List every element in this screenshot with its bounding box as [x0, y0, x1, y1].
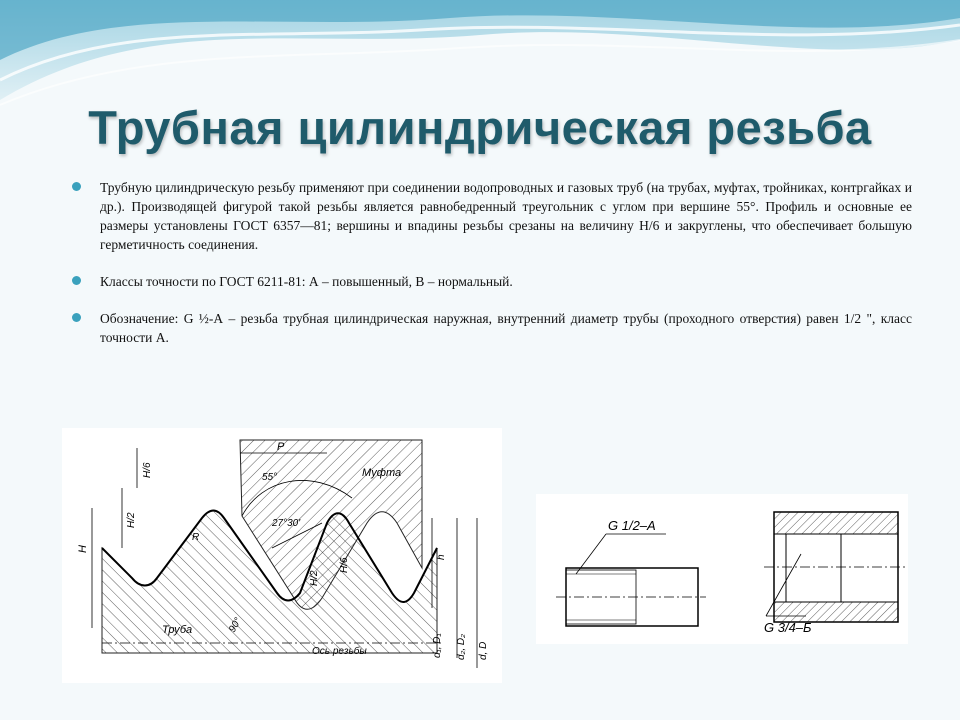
- label-angle-27: 27°30': [272, 518, 301, 529]
- label-external-thread: G 1/2–A: [608, 518, 656, 533]
- label-h-big: H: [77, 545, 89, 553]
- designation-drawing: [536, 494, 908, 644]
- list-item: [72, 309, 912, 347]
- label-h6-mid: H/6: [339, 557, 350, 573]
- bullet-text: Классы точности по ГОСТ 6211-81: А – повышенный, В – нормальный.: [100, 274, 513, 289]
- label-coupling: Муфта: [362, 467, 402, 479]
- label-d2: d₂, D₂: [456, 634, 467, 660]
- bullet-icon: [72, 313, 81, 322]
- label-angle-55: 55°: [262, 472, 278, 483]
- bullet-list: [72, 178, 912, 365]
- list-item: [72, 178, 912, 254]
- list-item: [72, 272, 912, 291]
- label-d: d, D: [478, 641, 489, 660]
- page-title: Трубная цилиндрическая резьба: [88, 101, 872, 154]
- label-angle-90: 90°: [227, 615, 245, 635]
- label-h2-mid: H/2: [309, 570, 320, 586]
- thread-profile-drawing: [62, 428, 502, 683]
- designation-figure: [536, 494, 908, 644]
- label-thread-axis: Ось резьбы: [312, 646, 367, 657]
- bullet-text: Трубную цилиндрическую резьбу применяют при соединении водопроводных и газовых труб (на трубах, муфтах, тройниках, контргайках и др.). Производящей фигурой такой резьбы является равнобедренный треугольник с углом при вершине 55°. Профиль и основные ее размеры установлены ГОСТ 6357—81; вершины и впадины резьбы срезаны на величину H/6 и закруглены, что обеспечивает большую герметичность соединения.: [100, 180, 912, 252]
- label-r: R: [192, 532, 200, 543]
- label-pitch: P: [277, 441, 285, 453]
- bullet-text: Обозначение: G ½-А – резьба трубная цилиндрическая наружная, внутренний диаметр трубы (проходного отверстия) равен 1/2 ", класс точности А.: [100, 311, 912, 345]
- label-h2-left: H/2: [126, 512, 137, 528]
- bullet-icon: [72, 276, 81, 285]
- label-d1: d₁, D₁: [432, 633, 443, 658]
- thread-profile-figure: [62, 428, 502, 683]
- label-pipe: Труба: [162, 624, 193, 636]
- label-h6: H/6: [142, 462, 153, 478]
- label-h-small: h: [436, 554, 447, 560]
- label-internal-thread: G 3/4–Б: [764, 620, 812, 635]
- bullet-icon: [72, 182, 81, 191]
